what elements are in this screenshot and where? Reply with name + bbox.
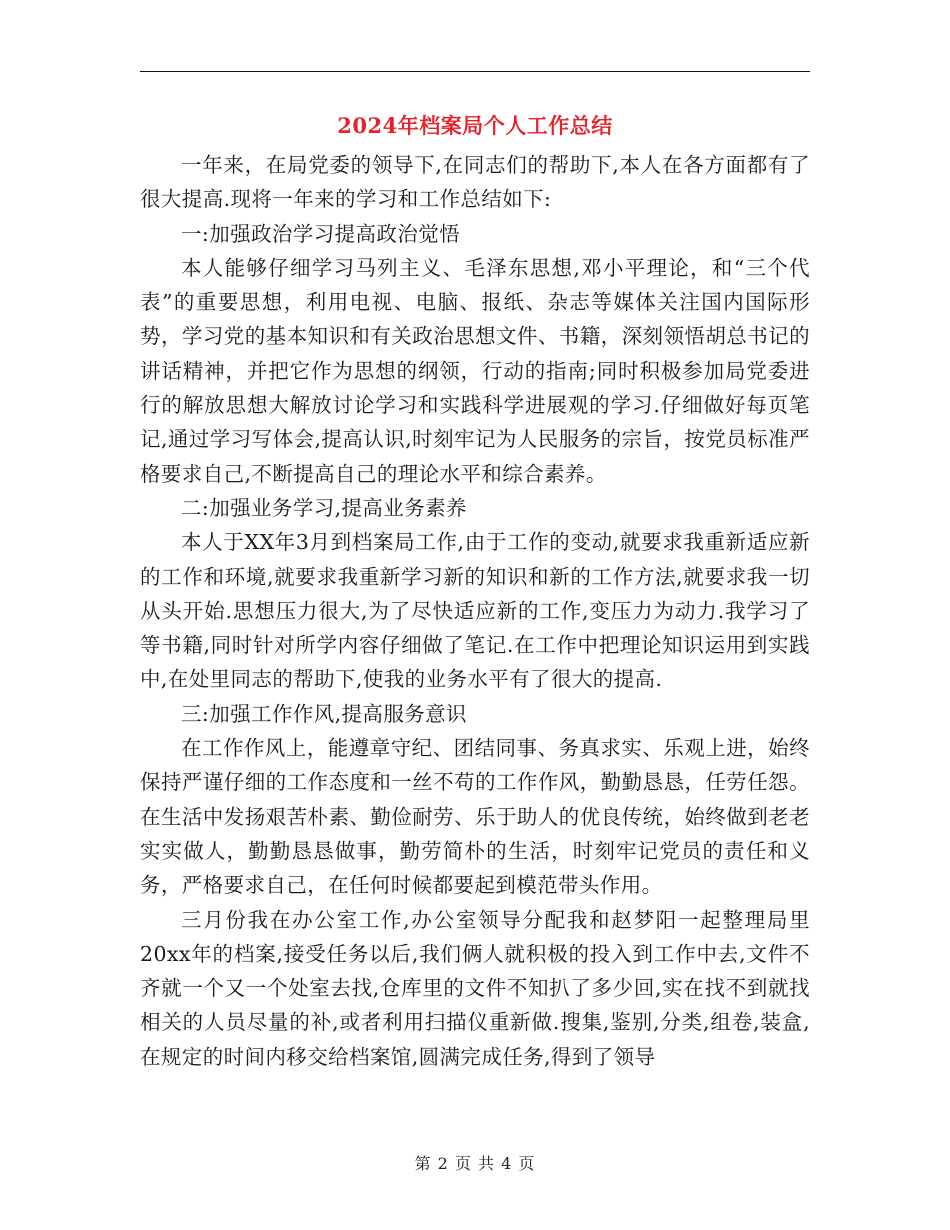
section-paragraph-1: 本人能够仔细学习马列主义、毛泽东思想,邓小平理论，和“三个代表”的重要思想，利用电视、电脑、报纸、杂志等媒体关注国内国际形势，学习党的基本知识和有关政治思想文件、书籍，深刻领悟胡总书记的讲话精神，并把它作为思想的纲领，行动的指南;同时积极参加局党委进行的解放思想大解放讨论学习和实践科学进展观的学习.仔细做好每页笔记,通过学习写体会,提高认识,时刻牢记为人民服务的宗旨，按党员标准严格要求自己,不断提高自己的理论水平和综合素养。 — [140, 255, 810, 486]
header-rule — [140, 71, 810, 72]
document-body — [140, 148, 810, 1074]
section-heading-2: 二:加强业务学习,提高业务素养 — [181, 495, 467, 520]
document-title: 2024年档案局个人工作总结 — [337, 113, 613, 138]
section-heading-3: 三:加强工作作风,提高服务意识 — [181, 701, 467, 726]
intro-paragraph: 一年来，在局党委的领导下,在同志们的帮助下,本人在各方面都有了很大提高.现将一年来的学习和工作总结如下: — [140, 153, 810, 212]
section-heading-1: 一:加强政治学习提高政治觉悟 — [181, 221, 461, 246]
section-paragraph-4: 三月份我在办公室工作,办公室领导分配我和赵梦阳一起整理局里20xx年的档案,接受任务以后,我们俩人就积极的投入到工作中去,文件不齐就一个又一个处室去找,仓库里的文件不知扒了多少回,实在找不到就找相关的人员尽量的补,或者利用扫描仪重新做.搜集,鉴别,分类,组卷,装盒,在规定的时间内移交给档案馆,圆满完成任务,得到了领导 — [140, 907, 810, 1069]
section-paragraph-2: 本人于XX年3月到档案局工作,由于工作的变动,就要求我重新适应新的工作和环境,就要求我重新学习新的知识和新的工作方法,就要求我一切从头开始.思想压力很大,为了尽快适应新的工作,变压力为动力.我学习了等书籍,同时针对所学内容仔细做了笔记.在工作中把理论知识运用到实践中,在处里同志的帮助下,使我的业务水平有了很大的提高. — [140, 530, 810, 692]
section-paragraph-3: 在工作作风上，能遵章守纪、团结同事、务真求实、乐观上进，始终保持严谨仔细的工作态度和一丝不苟的工作作风，勤勤恳恳，任劳任怨。在生活中发扬艰苦朴素、勤俭耐劳、乐于助人的优良传统，始终做到老老实实做人，勤勤恳恳做事，勤劳简朴的生活，时刻牢记党员的责任和义务，严格要求自己，在任何时候都要起到模范带头作用。 — [140, 736, 810, 898]
page-number-footer: 第 2 页 共 4 页 — [414, 1154, 536, 1173]
